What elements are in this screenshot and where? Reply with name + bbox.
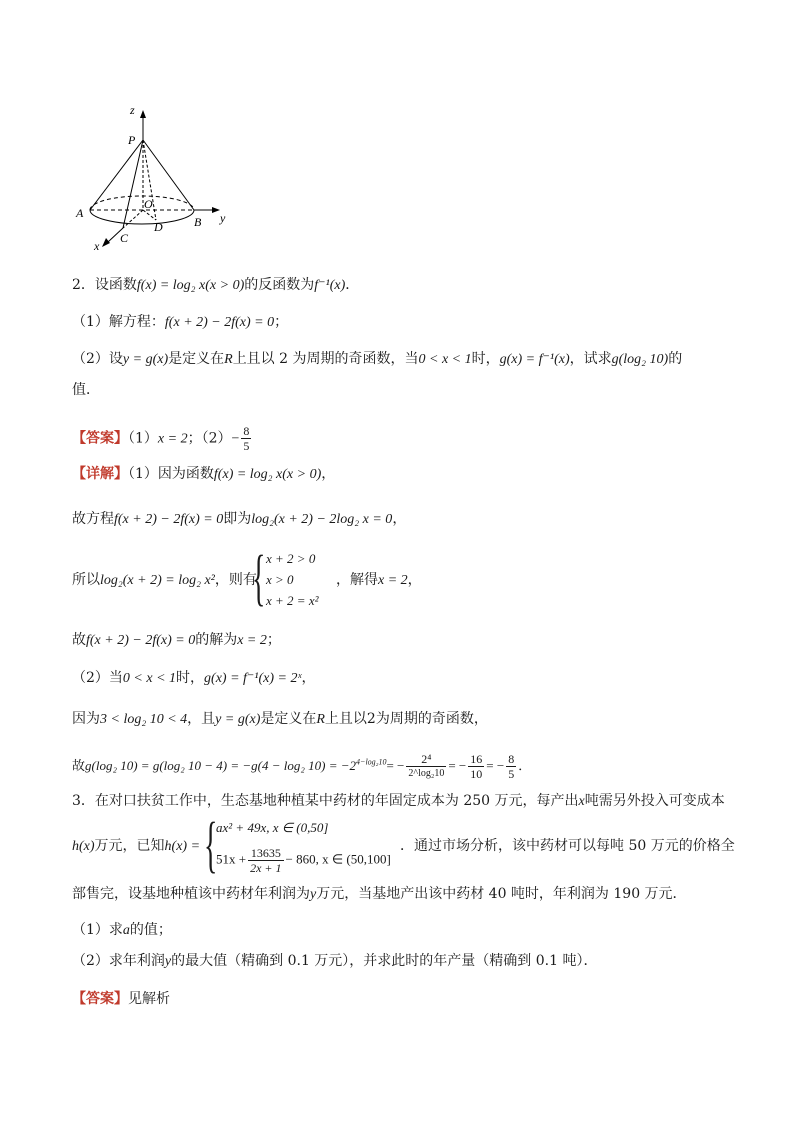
label-z: z — [130, 103, 135, 117]
q2-d3-sys2: x > 0 — [266, 572, 294, 587]
q2-answer-sep: ；（2） — [187, 430, 232, 447]
q3-sys2-fraction — [248, 846, 283, 875]
q2-part1-end: ； — [274, 314, 289, 330]
label-x: x — [94, 239, 100, 253]
q2-detail-5 — [72, 668, 315, 689]
q2-part2-k: 的 — [668, 351, 683, 367]
q2-number: 2． — [72, 277, 95, 293]
q2-d5-a: （2）当 — [72, 670, 123, 686]
q3-p2-c: 的最大值（精确到 0.1 万元），并求此时的年产量（精确到 0.1 吨）． — [171, 953, 598, 969]
label-o: O — [144, 197, 153, 211]
q2-detail-1 — [72, 464, 335, 485]
q2-d7-exponent: 4−log₂10 — [356, 757, 387, 767]
q2-stem — [72, 275, 359, 296]
q3-p2-b: y — [164, 954, 172, 969]
system-brace: { — [252, 544, 266, 612]
fraction-numerator: 13635 — [248, 846, 283, 861]
label-d: D — [154, 220, 163, 234]
q2-d5-b: 0 < x < 1 — [122, 671, 177, 686]
q3-l2-a: h(x) — [72, 839, 95, 854]
q2-detail-2 — [72, 509, 406, 530]
q2-answer-1-value: x = 2 — [157, 431, 188, 447]
q2-d4-a: 故 — [72, 632, 86, 648]
q3-p1-b: a — [122, 923, 130, 938]
q2-detail-7 — [72, 752, 531, 781]
fraction-denominator: 2x + 1 — [250, 861, 282, 875]
q2-d5-e: ， — [301, 670, 316, 686]
q3-number: 3． — [72, 793, 95, 809]
fraction-numerator: 8 — [243, 424, 250, 438]
q2-part2 — [72, 349, 682, 370]
label-p: P — [128, 133, 136, 147]
q3-line-3 — [72, 884, 687, 905]
q2-part2-d: R — [224, 352, 233, 367]
piecewise-brace: { — [204, 811, 218, 879]
label-y: y — [220, 211, 226, 225]
q2-part2-cont: 值． — [72, 382, 100, 398]
q2-detail-3-tail — [336, 570, 422, 591]
q2-d2-a: 故方程 — [72, 511, 114, 527]
fraction-denominator: 2^log₂10 — [408, 768, 445, 779]
q2-detail-3 — [72, 570, 257, 591]
label-b: B — [194, 215, 202, 229]
q2-d6-d: y = g(x) — [215, 712, 261, 727]
q3-sys2-a: 51x + — [216, 851, 247, 867]
q2-d1-c: ， — [321, 466, 336, 482]
q2-d4-c: 的解为 — [195, 632, 238, 648]
q3-p1-c: 的值； — [129, 922, 172, 938]
q2-stem-mid: 的反函数为 — [244, 277, 315, 293]
q2-d7-a: 故 — [72, 759, 86, 774]
label-c: C — [120, 231, 129, 245]
q2-d3-sys3: x + 2 = x² — [266, 593, 319, 608]
q2-part1-eq: f(x + 2) − 2f(x) = 0 — [164, 315, 275, 330]
q2-d3-sys1: x + 2 > 0 — [266, 551, 316, 566]
fraction-numerator: 2⁴ — [406, 752, 446, 767]
q3-line-2-tail: ．通过市场分析，该中药材可以每吨 50 万元的价格全 — [400, 838, 735, 854]
fraction-denominator: 5 — [243, 439, 250, 453]
q2-d7-end: ． — [518, 759, 532, 774]
q2-part2-e: 上且以 2 为周期的奇函数，当 — [232, 351, 419, 367]
q2-d3-d: ，解得 — [336, 572, 378, 588]
q3-answer-tag: 【答案】 — [72, 991, 128, 1007]
q3-p2-a: （2）求年利润 — [72, 953, 165, 969]
q2-d3-c: ，则有 — [214, 572, 257, 588]
q2-d6-e: 是定义在 — [260, 711, 317, 727]
q2-part2-c: 是定义在 — [168, 351, 225, 367]
q2-d7-e: = − — [486, 758, 505, 773]
label-a: A — [76, 206, 84, 220]
q2-part2-h: g(x) = f⁻¹(x) — [499, 352, 570, 367]
q3-l3-a: 部售完，设基地种植该中药材年利润为 — [72, 886, 310, 902]
q2-d2-b: f(x + 2) − 2f(x) = 0 — [114, 512, 224, 527]
q2-d3-a: 所以 — [72, 572, 100, 588]
q2-part2-j: g(log₂ 10) — [611, 352, 669, 367]
q2-answer — [72, 424, 253, 453]
q2-part2-i: ，试求 — [569, 351, 612, 367]
q2-d5-c: 时， — [176, 670, 205, 686]
q3-p1-a: （1）求 — [72, 922, 123, 938]
q2-d6-i: 为周期的奇函数， — [375, 711, 488, 727]
q2-part2-a: （2）设 — [72, 351, 123, 367]
q3-l1-a: 在对口扶贫工作中，生态基地种植某中药材的年固定成本为 250 万元，每产出 — [94, 793, 579, 809]
q2-d6-f: R — [316, 712, 325, 727]
fraction-denominator: 5 — [508, 767, 515, 781]
q2-stem-func: f(x) = log₂ x(x > 0) — [136, 278, 245, 293]
q2-stem-inv: f⁻¹(x) — [314, 278, 346, 293]
q3-sys2 — [216, 846, 391, 875]
q2-answer-tag: 【答案】 — [72, 430, 128, 447]
q3-part1 — [72, 920, 172, 941]
q2-stem-text: 设函数 — [94, 277, 137, 293]
q3-line-1 — [72, 791, 725, 812]
q2-detail-tag: 【详解】 — [72, 466, 128, 482]
q2-stem-end: ． — [345, 277, 360, 293]
q3-l1-c: 吨需另外投入可变成本 — [584, 793, 725, 809]
q2-part1 — [72, 312, 288, 333]
q2-d4-e: ； — [266, 632, 281, 648]
q2-answer-2-sign: − — [231, 431, 240, 447]
q2-part1-label: （1）解方程： — [72, 314, 165, 330]
q3-l3-y: y — [310, 887, 317, 902]
q2-d3-b: log₂(x + 2) = log₂ x² — [100, 573, 215, 588]
q3-part2 — [72, 951, 597, 972]
fraction-numerator: 16 — [470, 752, 483, 766]
cone-figure — [68, 100, 238, 260]
q2-d3-e: x = 2 — [378, 573, 408, 588]
q2-d6-c: ，且 — [187, 711, 216, 727]
q2-part2-b: y = g(x) — [122, 352, 169, 367]
q3-l2-b: 万元，已知 — [94, 838, 165, 854]
q2-d1-b: f(x) = log₂ x(x > 0) — [213, 467, 322, 482]
q2-detail-6 — [72, 709, 488, 730]
q2-d4-b: f(x + 2) − 2f(x) = 0 — [86, 633, 196, 648]
q2-d7-c: = − — [386, 758, 405, 773]
q2-d3-f: ， — [407, 572, 422, 588]
fraction-numerator: 8 — [508, 752, 515, 766]
q3-answer-text: 见解析 — [128, 991, 170, 1007]
q2-d2-e: ， — [392, 511, 407, 527]
q2-detail-4 — [72, 630, 281, 651]
q2-d4-d: x = 2 — [237, 633, 267, 648]
q2-d5-d: g(x) = f⁻¹(x) = 2ˣ — [204, 671, 302, 686]
q3-l2-c: h(x) = — [164, 839, 201, 854]
q2-part2-g: 时， — [471, 351, 500, 367]
q2-d7-d: = − — [448, 758, 467, 773]
q2-d6-h: 2 — [366, 711, 376, 727]
q3-line-2 — [72, 836, 200, 857]
q2-d6-g: 上且以 — [324, 711, 367, 727]
fraction-denominator: 10 — [470, 767, 483, 781]
q2-d6-a: 因为 — [72, 711, 100, 727]
q2-d6-b: 3 < log₂ 10 < 4 — [100, 712, 188, 727]
q2-part2-f: 0 < x < 1 — [418, 352, 472, 367]
q2-d1-a: （1）因为函数 — [128, 466, 214, 482]
q2-d2-c: 即为 — [223, 511, 252, 527]
q2-d2-d: log₂(x + 2) − 2log₂ x = 0 — [251, 512, 393, 527]
q2-d7-fraction-1 — [406, 752, 446, 781]
q3-l1-b: x — [578, 794, 585, 809]
q2-d7-fraction-3 — [506, 752, 516, 781]
q3-l3-b: 万元，当基地产出该中药材 40 吨时，年利润为 190 万元． — [316, 886, 687, 902]
q3-sys1: ax² + 49x, x ∈ (0,50] — [216, 820, 329, 835]
q2-d7-b: g(log₂ 10) = g(log₂ 10 − 4) = −g(4 − log₂ 10) = −2 — [85, 758, 357, 773]
q3-answer — [72, 989, 170, 1009]
q3-sys2-b: − 860, x ∈ (50,100] — [285, 851, 391, 867]
q2-d7-fraction-2 — [468, 752, 484, 781]
q2-answer-2-fraction — [241, 424, 251, 453]
q2-answer-1-label: （1） — [128, 430, 158, 447]
